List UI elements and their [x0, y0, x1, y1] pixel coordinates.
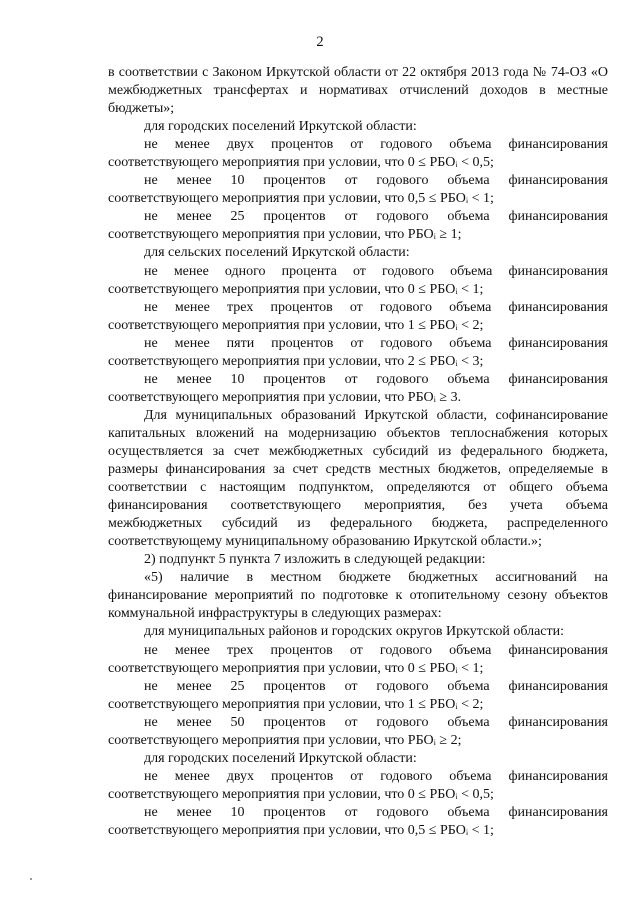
page-number: 2: [316, 34, 324, 50]
paragraph: для муниципальных районов и городских округов Иркутской области:: [144, 624, 565, 640]
scan-artifact: [30, 878, 32, 880]
paragraph: для городских поселений Иркутской области:: [144, 750, 417, 766]
paragraph: не менее 50 процентов от годового объема финансирования соответствующего мероприятия при условии, что РБОᵢ ≥ 2;: [108, 714, 608, 748]
paragraph: Для муниципальных образований Иркутской области, софинансирование капитальных вложений на модернизацию объектов теплоснабжения которых осуществляется за счет межбюджетных субсидий из федерального бюджета, размеры финансирования за счет средств местных бюджетов, определяемые в соответствии с настоящим подпунктом, определяются от общего объема финансирования соответствующего мероприятия, без учета объема межбюджетных субсидий из федерального бюджета, распределенного соответствующему муниципальному образованию Иркутской области.»;: [108, 407, 608, 550]
paragraph: не менее 10 процентов от годового объема финансирования соответствующего мероприятия при условии, что 0,5 ≤ РБОᵢ < 1;: [108, 173, 608, 207]
paragraph: для сельских поселений Иркутской области:: [144, 245, 410, 261]
paragraph: не менее двух процентов от годового объема финансирования соответствующего мероприятия при условии, что 0 ≤ РБОᵢ < 0,5;: [108, 137, 608, 171]
paragraph: для городских поселений Иркутской области:: [144, 119, 417, 135]
paragraph: 2) подпункт 5 пункта 7 изложить в следующей редакции:: [144, 552, 486, 568]
paragraph: не менее одного процента от годового объема финансирования соответствующего мероприятия при условии, что 0 ≤ РБОᵢ < 1;: [108, 263, 608, 297]
paragraph: не менее 10 процентов от годового объема финансирования соответствующего мероприятия при условии, что РБОᵢ ≥ 3.: [108, 371, 608, 405]
paragraph: не менее пяти процентов от годового объема финансирования соответствующего мероприятия при условии, что 2 ≤ РБОᵢ < 3;: [108, 335, 608, 369]
document-body: [108, 64, 608, 840]
paragraph: не менее двух процентов от годового объема финансирования соответствующего мероприятия при условии, что 0 ≤ РБОᵢ < 0,5;: [108, 768, 608, 802]
paragraph: не менее 25 процентов от годового объема финансирования соответствующего мероприятия при условии, что 1 ≤ РБОᵢ < 2;: [108, 678, 608, 712]
paragraph: не менее 10 процентов от годового объема финансирования соответствующего мероприятия при условии, что 0,5 ≤ РБОᵢ < 1;: [108, 804, 608, 838]
paragraph: не менее трех процентов от годового объема финансирования соответствующего мероприятия при условии, что 0 ≤ РБОᵢ < 1;: [108, 642, 608, 676]
paragraph: в соответствии с Законом Иркутской области от 22 октября 2013 года № 74-ОЗ «О межбюджетных трансфертах и нормативах отчислений доходов в местные бюджеты»;: [108, 65, 608, 117]
paragraph: не менее 25 процентов от годового объема финансирования соответствующего мероприятия при условии, что РБОᵢ ≥ 1;: [108, 209, 608, 243]
paragraph: «5) наличие в местном бюджете бюджетных ассигнований на финансирование мероприятий по подготовке к отопительному сезону объектов коммунальной инфраструктуры в следующих размерах:: [108, 570, 608, 622]
paragraph: не менее трех процентов от годового объема финансирования соответствующего мероприятия при условии, что 1 ≤ РБОᵢ < 2;: [108, 299, 608, 333]
